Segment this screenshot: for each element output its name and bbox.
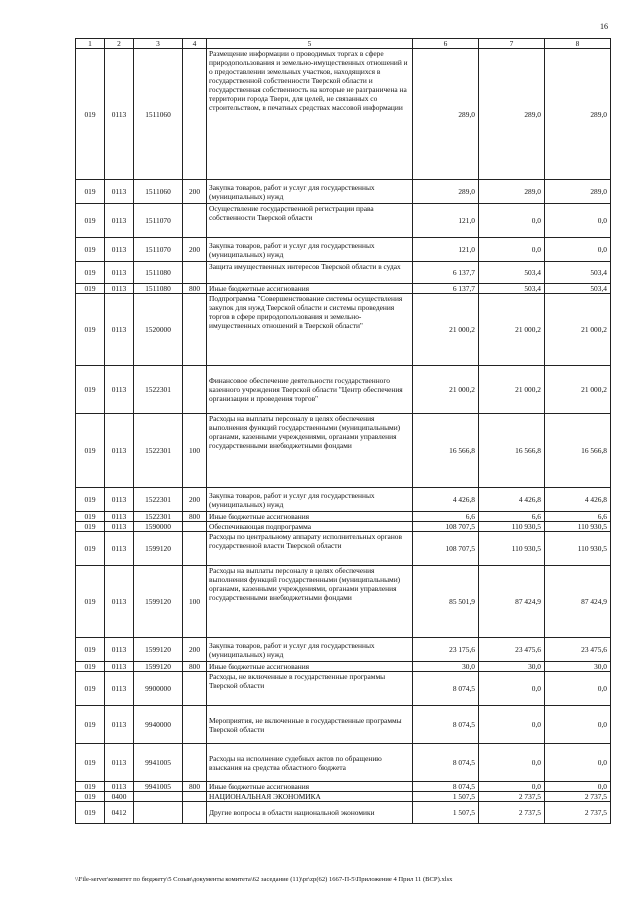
cell-amount-3: 21 000,2	[545, 294, 611, 366]
cell-section: 0412	[105, 802, 134, 824]
cell-amount-1: 85 501,9	[413, 566, 479, 638]
cell-target: 1522301	[134, 512, 183, 522]
table-row	[76, 488, 611, 512]
cell-name: НАЦИОНАЛЬНАЯ ЭКОНОМИКА	[207, 792, 413, 802]
cell-expense-type	[183, 792, 207, 802]
cell-target: 1511080	[134, 284, 183, 294]
budget-table	[75, 38, 611, 824]
cell-amount-2: 4 426,8	[479, 488, 545, 512]
cell-target: 1599120	[134, 532, 183, 566]
cell-name: Расходы по центральному аппарату исполнительных органов государственной власти Тверской области	[207, 532, 413, 566]
cell-grbs: 019	[76, 488, 105, 512]
cell-amount-2: 21 000,2	[479, 294, 545, 366]
cell-amount-1: 21 000,2	[413, 366, 479, 414]
cell-amount-1: 121,0	[413, 204, 479, 238]
cell-amount-1: 6 137,7	[413, 284, 479, 294]
table-row	[76, 180, 611, 204]
cell-expense-type: 200	[183, 238, 207, 262]
cell-amount-3: 87 424,9	[545, 566, 611, 638]
cell-section: 0113	[105, 366, 134, 414]
cell-expense-type	[183, 366, 207, 414]
cell-name: Защита имущественных интересов Тверской области в судах	[207, 262, 413, 284]
cell-amount-1: 289,0	[413, 49, 479, 180]
cell-amount-1: 1 507,5	[413, 802, 479, 824]
cell-amount-2: 30,0	[479, 662, 545, 672]
table-row	[76, 284, 611, 294]
cell-target: 1599120	[134, 566, 183, 638]
cell-amount-2: 0,0	[479, 744, 545, 782]
cell-section: 0113	[105, 532, 134, 566]
table-row	[76, 522, 611, 532]
header-row	[76, 39, 611, 49]
table-row	[76, 566, 611, 638]
header-cell: 3	[134, 39, 183, 49]
cell-amount-1: 121,0	[413, 238, 479, 262]
cell-section: 0400	[105, 792, 134, 802]
cell-target: 1511060	[134, 49, 183, 180]
table-row	[76, 294, 611, 366]
cell-amount-3: 4 426,8	[545, 488, 611, 512]
cell-name: Размещение информации о проводимых торгах в сфере природопользования и земельно-имущественных отношений и о предоставлении земельных участков, находящихся в государственной собственности Тверской области и государственная собственность на которые не разграничена на территории города Твери, для целей, не связанных со строительством, в печатных средствах массовой информации	[207, 49, 413, 180]
cell-amount-1: 8 074,5	[413, 706, 479, 744]
cell-name: Закупка товаров, работ и услуг для государственных (муниципальных) нужд	[207, 488, 413, 512]
cell-target: 9941005	[134, 744, 183, 782]
cell-amount-3: 503,4	[545, 284, 611, 294]
cell-target: 9941005	[134, 782, 183, 792]
cell-section: 0113	[105, 706, 134, 744]
cell-amount-3: 0,0	[545, 672, 611, 706]
cell-section: 0113	[105, 488, 134, 512]
cell-amount-3: 2 737,5	[545, 802, 611, 824]
header-cell: 7	[479, 39, 545, 49]
cell-target: 9900000	[134, 672, 183, 706]
table-row	[76, 782, 611, 792]
cell-amount-3: 110 930,5	[545, 522, 611, 532]
cell-section: 0113	[105, 782, 134, 792]
cell-target	[134, 792, 183, 802]
cell-amount-2: 0,0	[479, 782, 545, 792]
cell-section: 0113	[105, 284, 134, 294]
cell-amount-3: 16 566,8	[545, 414, 611, 488]
cell-expense-type: 200	[183, 638, 207, 662]
cell-expense-type: 800	[183, 284, 207, 294]
cell-grbs: 019	[76, 284, 105, 294]
table-row	[76, 802, 611, 824]
cell-section: 0113	[105, 294, 134, 366]
table-row	[76, 238, 611, 262]
cell-amount-1: 4 426,8	[413, 488, 479, 512]
cell-grbs: 019	[76, 522, 105, 532]
cell-section: 0113	[105, 414, 134, 488]
cell-amount-3: 289,0	[545, 180, 611, 204]
cell-amount-2: 6,6	[479, 512, 545, 522]
table-row	[76, 706, 611, 744]
cell-expense-type	[183, 532, 207, 566]
cell-name: Расходы на выплаты персоналу в целях обеспечения выполнения функций государственными (муниципальными) органами, казенными учреждениями, органами управления государственными внебюджетными фондами	[207, 566, 413, 638]
cell-amount-2: 0,0	[479, 204, 545, 238]
cell-amount-1: 108 707,5	[413, 522, 479, 532]
cell-target: 1511080	[134, 262, 183, 284]
cell-grbs: 019	[76, 204, 105, 238]
cell-grbs: 019	[76, 792, 105, 802]
cell-name: Иные бюджетные ассигнования	[207, 782, 413, 792]
cell-expense-type	[183, 706, 207, 744]
cell-amount-1: 289,0	[413, 180, 479, 204]
header-cell: 1	[76, 39, 105, 49]
cell-expense-type: 100	[183, 414, 207, 488]
cell-section: 0113	[105, 662, 134, 672]
cell-amount-2: 0,0	[479, 672, 545, 706]
cell-amount-2: 110 930,5	[479, 522, 545, 532]
cell-amount-1: 8 074,5	[413, 672, 479, 706]
cell-section: 0113	[105, 672, 134, 706]
cell-amount-3: 23 475,6	[545, 638, 611, 662]
cell-amount-1: 21 000,2	[413, 294, 479, 366]
cell-amount-3: 21 000,2	[545, 366, 611, 414]
cell-amount-3: 0,0	[545, 744, 611, 782]
cell-name: Расходы на выплаты персоналу в целях обеспечения выполнения функций государственными (муниципальными) органами, казенными учреждениями, органами управления государственными внебюджетными фондами	[207, 414, 413, 488]
table-row	[76, 262, 611, 284]
cell-amount-2: 16 566,8	[479, 414, 545, 488]
cell-name: Иные бюджетные ассигнования	[207, 512, 413, 522]
cell-name: Другие вопросы в области национальной экономики	[207, 802, 413, 824]
cell-amount-2: 2 737,5	[479, 792, 545, 802]
cell-target: 1599120	[134, 638, 183, 662]
cell-grbs: 019	[76, 672, 105, 706]
cell-amount-3: 0,0	[545, 706, 611, 744]
cell-section: 0113	[105, 49, 134, 180]
table-row	[76, 414, 611, 488]
header-cell: 2	[105, 39, 134, 49]
file-path-footer: \\File-server\комитет по бюджету\5 Созыв\документы комитета\62 заседание (11)\pr\zp(62) 1667-П-5\Приложение 4 Прил 11 (ВСР).xlsx	[75, 876, 453, 883]
cell-expense-type	[183, 802, 207, 824]
table-row	[76, 638, 611, 662]
cell-section: 0113	[105, 638, 134, 662]
cell-section: 0113	[105, 566, 134, 638]
cell-amount-2: 289,0	[479, 49, 545, 180]
cell-expense-type	[183, 672, 207, 706]
cell-grbs: 019	[76, 512, 105, 522]
cell-name: Закупка товаров, работ и услуг для государственных (муниципальных) нужд	[207, 638, 413, 662]
cell-amount-2: 23 475,6	[479, 638, 545, 662]
cell-name: Обеспечивающая подпрограмма	[207, 522, 413, 532]
cell-amount-2: 21 000,2	[479, 366, 545, 414]
cell-amount-2: 289,0	[479, 180, 545, 204]
cell-target: 1511060	[134, 180, 183, 204]
cell-amount-1: 30,0	[413, 662, 479, 672]
cell-grbs: 019	[76, 49, 105, 180]
cell-expense-type	[183, 49, 207, 180]
cell-grbs: 019	[76, 638, 105, 662]
cell-grbs: 019	[76, 414, 105, 488]
cell-target: 1599120	[134, 662, 183, 672]
cell-amount-1: 6 137,7	[413, 262, 479, 284]
cell-target: 1511070	[134, 238, 183, 262]
page-number: 16	[600, 22, 608, 31]
cell-grbs: 019	[76, 662, 105, 672]
cell-name: Иные бюджетные ассигнования	[207, 662, 413, 672]
cell-target: 1520000	[134, 294, 183, 366]
cell-grbs: 019	[76, 532, 105, 566]
cell-expense-type	[183, 294, 207, 366]
cell-amount-1: 23 175,6	[413, 638, 479, 662]
cell-section: 0113	[105, 180, 134, 204]
cell-grbs: 019	[76, 566, 105, 638]
cell-section: 0113	[105, 522, 134, 532]
cell-expense-type	[183, 522, 207, 532]
cell-grbs: 019	[76, 294, 105, 366]
cell-amount-3: 30,0	[545, 662, 611, 672]
cell-expense-type: 200	[183, 488, 207, 512]
cell-amount-3: 289,0	[545, 49, 611, 180]
cell-grbs: 019	[76, 706, 105, 744]
cell-amount-2: 110 930,5	[479, 532, 545, 566]
cell-grbs: 019	[76, 238, 105, 262]
cell-amount-2: 0,0	[479, 706, 545, 744]
table-row	[76, 532, 611, 566]
cell-expense-type: 800	[183, 662, 207, 672]
cell-amount-2: 87 424,9	[479, 566, 545, 638]
header-cell: 8	[545, 39, 611, 49]
cell-amount-3: 0,0	[545, 204, 611, 238]
cell-target: 1522301	[134, 366, 183, 414]
table-row	[76, 366, 611, 414]
cell-grbs: 019	[76, 782, 105, 792]
cell-amount-1: 8 074,5	[413, 744, 479, 782]
cell-grbs: 019	[76, 802, 105, 824]
cell-amount-1: 8 074,5	[413, 782, 479, 792]
cell-target: 1522301	[134, 488, 183, 512]
cell-name: Закупка товаров, работ и услуг для государственных (муниципальных) нужд	[207, 180, 413, 204]
cell-target: 1511070	[134, 204, 183, 238]
cell-amount-3: 0,0	[545, 782, 611, 792]
cell-amount-3: 503,4	[545, 262, 611, 284]
cell-grbs: 019	[76, 262, 105, 284]
cell-amount-3: 2 737,5	[545, 792, 611, 802]
cell-target: 9940000	[134, 706, 183, 744]
cell-name: Иные бюджетные ассигнования	[207, 284, 413, 294]
table-row	[76, 744, 611, 782]
cell-name: Закупка товаров, работ и услуг для государственных (муниципальных) нужд	[207, 238, 413, 262]
table-row	[76, 204, 611, 238]
table-row	[76, 512, 611, 522]
cell-expense-type: 100	[183, 566, 207, 638]
header-cell: 4	[183, 39, 207, 49]
cell-amount-2: 503,4	[479, 284, 545, 294]
cell-amount-1: 6,6	[413, 512, 479, 522]
cell-expense-type	[183, 262, 207, 284]
cell-amount-1: 1 507,5	[413, 792, 479, 802]
cell-section: 0113	[105, 744, 134, 782]
cell-expense-type: 200	[183, 180, 207, 204]
cell-grbs: 019	[76, 744, 105, 782]
cell-name: Подпрограмма "Совершенствование системы осуществления закупок для нужд Тверской области и системы проведения торгов в сфере природопользования и земельно-имущественных отношений в Тверской области"	[207, 294, 413, 366]
table-row	[76, 672, 611, 706]
table-body	[76, 39, 611, 824]
cell-section: 0113	[105, 512, 134, 522]
cell-section: 0113	[105, 262, 134, 284]
cell-grbs: 019	[76, 366, 105, 414]
cell-name: Расходы на исполнение судебных актов по обращению взыскания на средства областного бюджета	[207, 744, 413, 782]
table-row	[76, 792, 611, 802]
cell-section: 0113	[105, 238, 134, 262]
cell-amount-2: 2 737,5	[479, 802, 545, 824]
cell-target	[134, 802, 183, 824]
cell-expense-type: 800	[183, 782, 207, 792]
cell-section: 0113	[105, 204, 134, 238]
cell-amount-3: 110 930,5	[545, 532, 611, 566]
cell-expense-type	[183, 744, 207, 782]
table-row	[76, 49, 611, 180]
header-cell: 5	[207, 39, 413, 49]
cell-amount-2: 503,4	[479, 262, 545, 284]
cell-name: Мероприятия, не включенные в государственные программы Тверской области	[207, 706, 413, 744]
cell-amount-1: 108 707,5	[413, 532, 479, 566]
cell-amount-3: 6,6	[545, 512, 611, 522]
cell-grbs: 019	[76, 180, 105, 204]
cell-target: 1522301	[134, 414, 183, 488]
cell-expense-type	[183, 204, 207, 238]
cell-name: Осуществление государственной регистрации права собственности Тверской области	[207, 204, 413, 238]
cell-amount-3: 0,0	[545, 238, 611, 262]
cell-expense-type: 800	[183, 512, 207, 522]
cell-target: 1590000	[134, 522, 183, 532]
table-row	[76, 662, 611, 672]
header-cell: 6	[413, 39, 479, 49]
cell-amount-2: 0,0	[479, 238, 545, 262]
cell-name: Финансовое обеспечение деятельности государственного казенного учреждения Тверской области "Центр обеспечения организации и проведения торгов"	[207, 366, 413, 414]
cell-name: Расходы, не включенные в государственные программы Тверской области	[207, 672, 413, 706]
cell-amount-1: 16 566,8	[413, 414, 479, 488]
